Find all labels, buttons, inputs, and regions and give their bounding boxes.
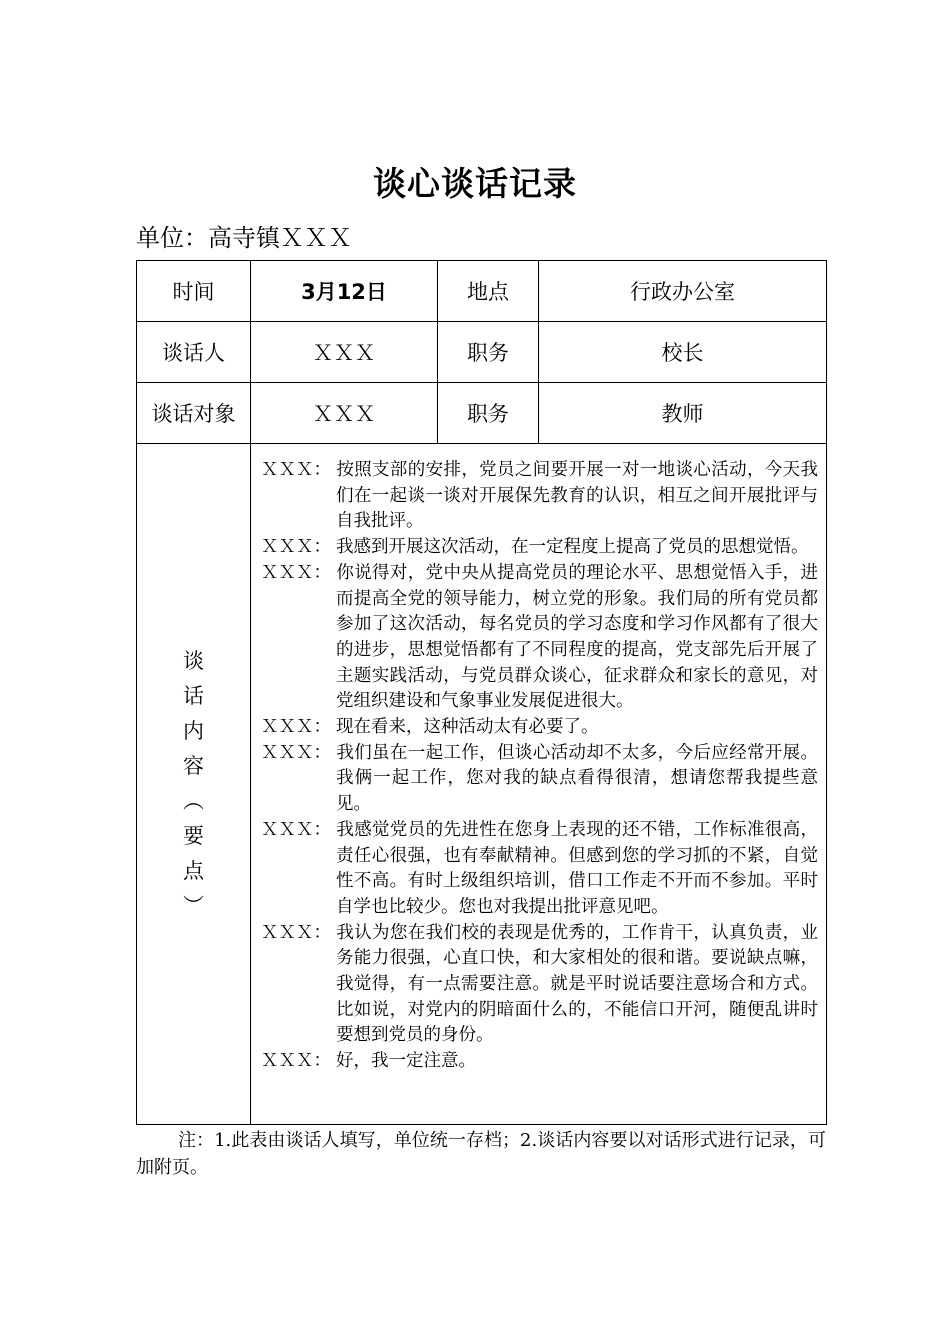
row-interviewee bbox=[137, 383, 827, 444]
interviewer-position-value: 校长 bbox=[539, 322, 827, 383]
utterance: 好，我一定注意。 bbox=[336, 1051, 476, 1072]
utterance: 我认为您在我们校的表现是优秀的，工作肯干，认真负责，业务能力很强，心直口快，和大家相处的很和谐。要说缺点嘛，我觉得，有一点需要注意。就是平时说话要注意场合和方式。比如说，对党内的阴暗面什么的，不能信口开河，随便乱讲时要想到党员的身份。 bbox=[336, 922, 818, 1046]
interviewee-position-value: 教师 bbox=[539, 383, 827, 444]
utterance: 现在看来，这种活动太有必要了。 bbox=[336, 717, 599, 738]
content-label-char: ︵ bbox=[183, 789, 204, 813]
dialogue-entry bbox=[261, 561, 818, 715]
speaker: ＸＸＸ： bbox=[261, 562, 331, 583]
page-title: 谈心谈话记录 bbox=[373, 164, 577, 203]
content-label-char: 要 bbox=[183, 824, 204, 848]
interviewer-label: 谈话人 bbox=[137, 322, 251, 383]
interviewee-position-label: 职务 bbox=[438, 383, 539, 444]
utterance: 我感觉党员的先进性在您身上表现的还不错，工作标准很高，责任心很强，也有奉献精神。但感到您的学习抓的不紧，自觉性不高。有时上级组织培训，借口工作走不开而不参加。平时自学也比较少。您也对我提出批评意见吧。 bbox=[336, 819, 818, 917]
unit-line: 单位：高寺镇ＸＸＸ bbox=[136, 224, 352, 252]
utterance: 我感到开展这次活动，在一定程度上提高了党员的思想觉悟。 bbox=[336, 537, 809, 558]
content-label-char: ︶ bbox=[183, 894, 204, 918]
speaker: ＸＸＸ： bbox=[261, 537, 331, 558]
time-value: 3月12日 bbox=[251, 261, 438, 322]
row-content bbox=[137, 444, 827, 1125]
dialogue-entry bbox=[261, 921, 818, 1050]
speaker: ＸＸＸ： bbox=[261, 717, 331, 738]
content-label-char: 内 bbox=[183, 719, 204, 743]
interviewer-position-label: 职务 bbox=[438, 322, 539, 383]
content-label-char: 话 bbox=[183, 684, 204, 708]
speaker: ＸＸＸ： bbox=[261, 742, 331, 763]
row-time-place bbox=[137, 261, 827, 322]
dialogue-entry bbox=[261, 715, 818, 741]
content-label-char: 点 bbox=[183, 859, 204, 883]
place-value: 行政办公室 bbox=[539, 261, 827, 322]
time-label: 时间 bbox=[137, 261, 251, 322]
dialogue-entry bbox=[261, 458, 818, 535]
speaker: ＸＸＸ： bbox=[261, 1051, 331, 1072]
speaker: ＸＸＸ： bbox=[261, 819, 331, 840]
content-label-char: 容 bbox=[183, 754, 204, 778]
footnote: 注：1.此表由谈话人填写，单位统一存档；2.谈话内容要以对话形式进行记录，可加附页。 bbox=[136, 1130, 826, 1178]
dialogue-entry bbox=[261, 535, 818, 561]
row-interviewer bbox=[137, 322, 827, 383]
place-label: 地点 bbox=[438, 261, 539, 322]
utterance: 按照支部的安排，党员之间要开展一对一地谈心活动，今天我们在一起谈一谈对开展保先教育的认识，相互之间开展批评与自我批评。 bbox=[336, 460, 818, 532]
interviewee-label: 谈话对象 bbox=[137, 383, 251, 444]
utterance: 你说得对，党中央从提高党员的理论水平、思想觉悟入手，进而提高全党的领导能力，树立党的形象。我们局的所有党员都参加了这次活动，每名党员的学习态度和学习作风都有了很大的进步，思想觉悟都有了不同程度的提高，党支部先后开展了主题实践活动，与党员群众谈心，征求群众和家长的意见，对党组织建设和气象事业发展促进很大。 bbox=[336, 562, 818, 712]
dialogue-entry bbox=[261, 818, 818, 921]
record-table bbox=[136, 260, 827, 1125]
utterance: 我们虽在一起工作，但谈心活动却不太多，今后应经常开展。我俩一起工作，您对我的缺点看得很清，想请您帮我提些意见。 bbox=[336, 742, 818, 815]
content-label-char: 谈 bbox=[183, 649, 204, 673]
dialogue-entry bbox=[261, 741, 818, 818]
dialogue-content bbox=[251, 444, 827, 1125]
speaker: ＸＸＸ： bbox=[261, 922, 331, 943]
interviewer-value: ＸＸＸ bbox=[251, 322, 438, 383]
speaker: ＸＸＸ： bbox=[261, 460, 331, 480]
interviewee-value: ＸＸＸ bbox=[251, 383, 438, 444]
content-label bbox=[137, 444, 251, 1125]
dialogue-entry bbox=[261, 1049, 818, 1075]
